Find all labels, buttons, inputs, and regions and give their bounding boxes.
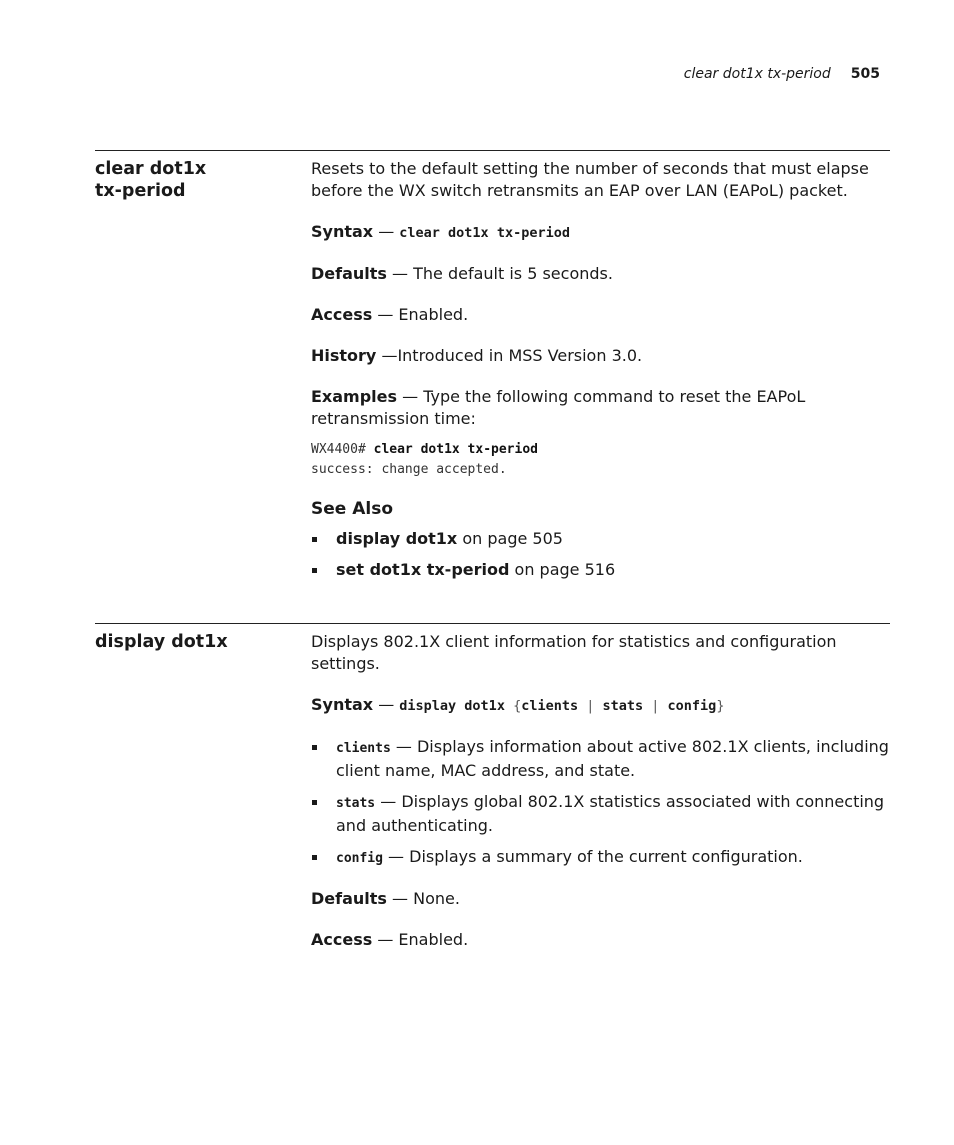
examples-line [311, 386, 891, 430]
history-line [311, 345, 891, 367]
syntax-separator: | [578, 698, 603, 714]
see-also-heading: See Also [311, 499, 394, 519]
access-text: — Enabled. [372, 305, 469, 324]
page-number: 505 [850, 66, 880, 82]
see-also-link[interactable]: display dot1x [336, 529, 458, 548]
access-line [311, 304, 891, 326]
defaults-label: Defaults [311, 264, 387, 283]
section-body [311, 631, 891, 970]
option-name: config [336, 851, 383, 866]
defaults-label: Defaults [311, 889, 387, 908]
code-line-1 [311, 440, 891, 460]
dash: — [373, 695, 400, 714]
defaults-line [311, 263, 891, 285]
syntax-command: clear dot1x tx-period [399, 225, 570, 241]
section-title: display dot1x [95, 632, 228, 652]
access-line [311, 929, 891, 951]
defaults-text: — None. [386, 889, 460, 908]
code-command: clear dot1x tx-period [373, 442, 538, 457]
see-also-link[interactable]: set dot1x tx-period [336, 560, 510, 579]
section-clear-dot1x-tx-period [95, 150, 890, 591]
examples-label: Examples [311, 387, 398, 406]
access-label: Access [311, 930, 373, 949]
section-display-dot1x [95, 623, 890, 964]
description: Resets to the default setting the number of seconds that must elapse before the WX switch retransmits an EAP over LAN (EAPoL) packet. [311, 159, 869, 200]
code-example [311, 440, 891, 480]
syntax-opt-clients: clients [521, 698, 579, 714]
syntax-close-brace: } [716, 698, 725, 714]
section-title [95, 158, 295, 202]
syntax-opt-config: config [667, 698, 717, 714]
section-title-line2: tx-period [95, 181, 186, 201]
syntax-label: Syntax [311, 695, 374, 714]
syntax-command [399, 698, 724, 714]
option-item [311, 846, 891, 870]
see-also-list [311, 528, 891, 581]
option-item [311, 791, 891, 837]
option-text: — Displays a summary of the current configuration. [382, 847, 803, 866]
access-text: — Enabled. [372, 930, 469, 949]
section-title-line1: clear dot1x [95, 159, 207, 179]
access-label: Access [311, 305, 373, 324]
syntax-line [311, 221, 891, 244]
see-also-page: on page 516 [509, 560, 616, 579]
syntax-separator: | [643, 698, 668, 714]
defaults-line [311, 888, 891, 910]
option-item [311, 736, 891, 782]
section-body [311, 158, 891, 599]
options-list [311, 736, 891, 870]
see-also-item [311, 559, 891, 581]
syntax-line [311, 694, 891, 717]
running-head-title: clear dot1x tx-period [683, 66, 831, 82]
syntax-opt-stats: stats [602, 698, 644, 714]
option-text: — Displays global 802.1X statistics associated with connecting and authenticating. [336, 792, 885, 835]
syntax-cmd: display dot1x [399, 698, 505, 714]
syntax-label: Syntax [311, 222, 374, 241]
defaults-text: — The default is 5 seconds. [386, 264, 613, 283]
history-text: —Introduced in MSS Version 3.0. [376, 346, 643, 365]
description: Displays 802.1X client information for statistics and configuration settings. [311, 632, 837, 673]
examples-text: — Type the following command to reset the EAPoL retransmission time: [311, 387, 806, 428]
code-prompt: WX4400# [311, 442, 374, 457]
running-head [684, 66, 880, 82]
see-also-item [311, 528, 891, 550]
option-name: clients [336, 741, 391, 756]
syntax-open-brace: { [504, 698, 522, 714]
option-name: stats [336, 796, 376, 811]
history-label: History [311, 346, 377, 365]
dash: — [373, 222, 400, 241]
option-text: — Displays information about active 802.1X clients, including client name, MAC address, and state. [336, 737, 889, 780]
code-output: success: change accepted. [311, 462, 507, 477]
see-also-page: on page 505 [457, 529, 563, 548]
